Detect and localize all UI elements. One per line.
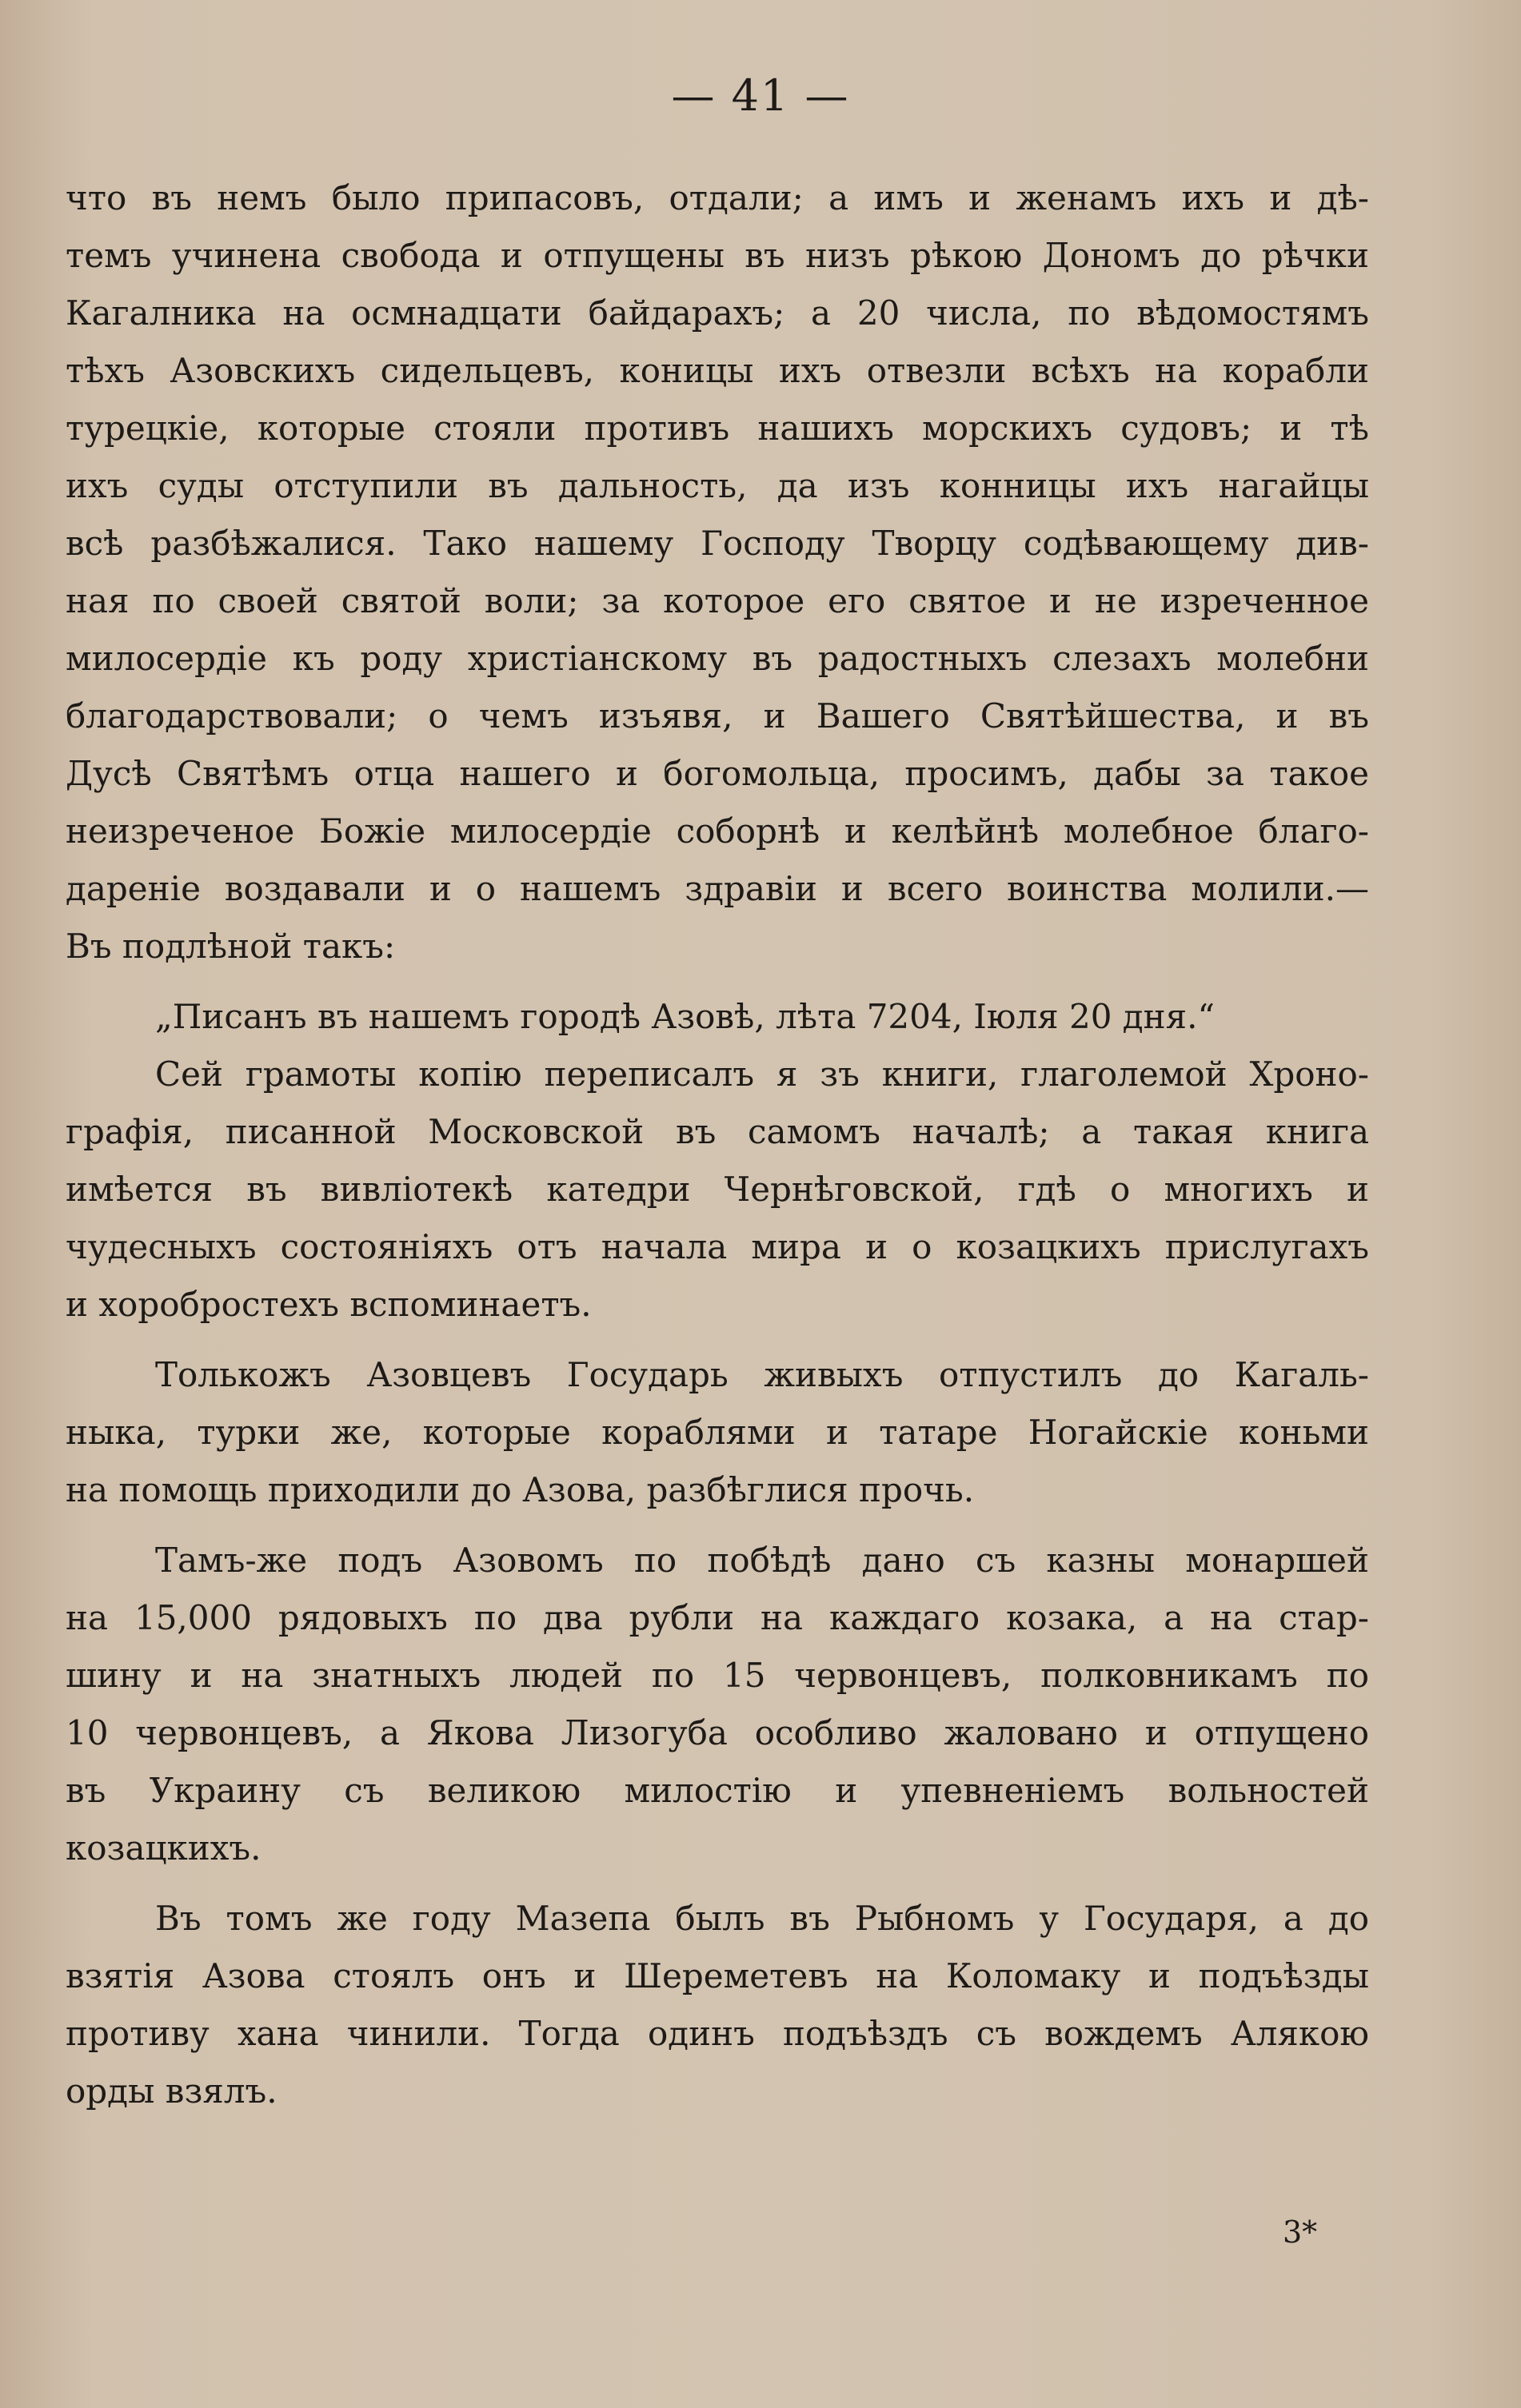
text-line: противу хана чинили. Тогда одинъ подъѣздъ съ вождемъ Алякою: [66, 2014, 1369, 2053]
text-line: дареніе воздавали и о нашемъ здравіи и всего воинства молили.—: [66, 869, 1369, 908]
text-line: графія, писанной Московской въ самомъ началѣ; а такая книга: [66, 1112, 1369, 1151]
paragraph: [66, 169, 1369, 975]
text-line: ная по своей святой воли; за которое его святое и не изреченное: [66, 581, 1369, 620]
text-line: турецкіе, которые стояли противъ нашихъ морскихъ судовъ; и тѣ: [66, 409, 1369, 448]
text-line: шину и на знатныхъ людей по 15 червонцевъ, полковникамъ по: [66, 1656, 1369, 1695]
text-line: что въ немъ было припасовъ, отдали; а имъ и женамъ ихъ и дѣ-: [66, 178, 1369, 217]
text-line: ныка, турки же, которые кораблями и татаре Ногайскіе коньми: [66, 1413, 1369, 1452]
text-line: Въ томъ же году Мазепа былъ въ Рыбномъ у Государя, а до: [155, 1899, 1369, 1938]
paragraph: [66, 1346, 1369, 1519]
signature-mark: 3*: [1283, 2215, 1318, 2250]
text-line: Кагалника на осмнадцати байдарахъ; а 20 числа, по вѣдомостямъ: [66, 293, 1369, 333]
text-line: въ Украину съ великою милостію и упевненіемъ вольностей: [66, 1771, 1369, 1810]
text-line: Тамъ-же подъ Азовомъ по побѣдѣ дано съ казны монаршей: [155, 1541, 1369, 1580]
paragraph: [66, 1532, 1369, 1877]
text-line: имѣется въ вивліотекѣ катедри Чернѣговской, гдѣ о многихъ и: [66, 1170, 1369, 1209]
text-line: на помощь приходили до Азова, разбѣглися прочь.: [66, 1470, 975, 1509]
body-text: [66, 169, 1369, 2120]
text-line: неизреченое Божіе милосердіе соборнѣ и келѣйнѣ молебное благо-: [66, 811, 1369, 851]
text-line: на 15,000 рядовыхъ по два рубли на каждаго козака, а на стар-: [66, 1598, 1369, 1637]
text-line: ихъ суды отступили въ дальность, да изъ конницы ихъ нагайцы: [66, 466, 1369, 505]
text-line: всѣ разбѣжалися. Тако нашему Господу Творцу содѣвающему див-: [66, 524, 1369, 563]
text-line: козацкихъ.: [66, 1828, 261, 1868]
text-line: Дусѣ Святѣмъ отца нашего и богомольца, просимъ, дабы за такое: [66, 754, 1369, 793]
text-line: орды взялъ.: [66, 2071, 277, 2111]
text-line: Толькожъ Азовцевъ Государь живыхъ отпустилъ до Кагаль-: [155, 1355, 1369, 1394]
text-line: чудесныхъ состояніяхъ отъ начала мира и о козацкихъ прислугахъ: [66, 1227, 1369, 1266]
text-line: „Писанъ въ нашемъ городѣ Азовѣ, лѣта 7204, Іюля 20 дня.“: [155, 997, 1215, 1036]
page-number: — 41 —: [671, 70, 850, 121]
text-line: 10 червонцевъ, а Якова Лизогуба особливо жаловано и отпущено: [66, 1713, 1369, 1752]
text-line: Сей грамоты копію переписалъ я зъ книги, глаголемой Хроно-: [155, 1054, 1369, 1094]
text-line: темъ учинена свобода и отпущены въ низъ рѣкою Дономъ до рѣчки: [66, 236, 1369, 275]
text-line: благодарствовали; о чемъ изъявя, и Вашего Святѣйшества, и въ: [66, 696, 1369, 736]
text-line: милосердіе къ роду христіанскому въ радостныхъ слезахъ молебни: [66, 639, 1369, 678]
text-line: Въ подлѣной такъ:: [66, 927, 396, 966]
paragraph: [66, 1046, 1369, 1334]
text-line: и хоробростехъ вспоминаетъ.: [66, 1285, 592, 1324]
text-line: тѣхъ Азовскихъ сидельцевъ, коницы ихъ отвезли всѣхъ на корабли: [66, 351, 1369, 390]
paragraph: [66, 988, 1369, 1046]
text-line: взятія Азова стоялъ онъ и Шереметевъ на Коломаку и подъѣзды: [66, 1956, 1369, 1995]
paragraph: [66, 1890, 1369, 2120]
